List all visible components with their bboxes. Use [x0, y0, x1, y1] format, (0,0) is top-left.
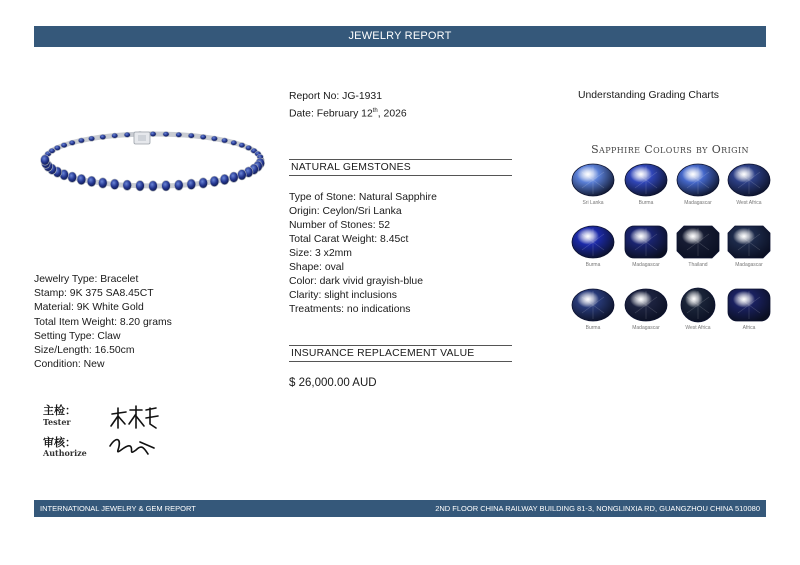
report-info: [289, 90, 407, 121]
sapphire-stone-icon: [675, 162, 721, 198]
sapphire-sample: [724, 287, 774, 331]
sapphire-origin-label: Madagascar: [632, 325, 660, 331]
sapphire-stone-icon: [570, 287, 616, 323]
jewelry-size: Size/Length: 16.50cm: [34, 345, 135, 357]
sapphire-origin-label: West Africa: [736, 200, 762, 206]
bracelet-gem: [163, 132, 169, 137]
bracelet-gem: [220, 174, 229, 184]
gem-line: Treatments: no indications: [289, 304, 411, 315]
sapphire-stone-icon: [570, 162, 616, 198]
gem-line: Color: dark vivid grayish-blue: [289, 276, 423, 287]
report-title: JEWELRY REPORT: [348, 30, 452, 42]
sapphire-stone-icon: [726, 287, 772, 323]
bracelet-gem: [162, 181, 171, 191]
bracelet-gem: [229, 172, 238, 182]
sapphire-sample: [568, 162, 618, 206]
sapphire-sample: [568, 224, 618, 268]
sapphire-origin-label: Burma: [585, 325, 601, 331]
sapphire-sample: [724, 162, 774, 206]
bracelet-gem: [54, 145, 60, 150]
jewelry-setting: Setting Type: Claw: [34, 330, 121, 342]
bracelet-gem: [123, 180, 132, 190]
report-date: Date: February 12th, 2026: [289, 108, 407, 120]
sapphire-stone-icon: [675, 287, 721, 323]
sapphire-sample: [673, 224, 723, 268]
bracelet-gem: [88, 136, 94, 141]
sapphire-origin-label: Burma: [585, 262, 601, 268]
gemstones-section-title: NATURAL GEMSTONES: [289, 159, 512, 176]
bracelet-gem: [100, 134, 106, 139]
tester-label-en: Tester: [43, 417, 71, 427]
bracelet-gem: [77, 174, 86, 184]
sapphire-stone-icon: [726, 224, 772, 260]
sapphire-sample: [621, 224, 671, 268]
gemstone-details: [289, 191, 437, 317]
gem-line: Total Carat Weight: 8.45ct: [289, 234, 409, 245]
sapphire-origin-label: Sri Lanka: [582, 200, 604, 206]
sapphire-origin-label: Madagascar: [684, 200, 712, 206]
insurance-value: $ 26,000.00 AUD: [289, 377, 377, 389]
bracelet-gem: [221, 138, 227, 143]
gem-line: Origin: Ceylon/Sri Lanka: [289, 206, 402, 217]
bracelet-gem: [174, 180, 183, 190]
bracelet-gem: [199, 178, 208, 188]
bracelet-gem: [188, 133, 194, 138]
sapphire-sample: [621, 162, 671, 206]
bracelet-gem: [98, 178, 107, 188]
bracelet-gem: [231, 140, 237, 145]
sapphire-origin-label: Thailand: [688, 262, 708, 268]
bracelet-gem: [211, 136, 217, 141]
sapphire-sample: [621, 287, 671, 331]
jewelry-details: [34, 273, 172, 372]
sapphire-stone-icon: [675, 224, 721, 260]
sapphire-sample: [568, 287, 618, 331]
bracelet-gem: [41, 155, 50, 165]
authorize-label-en: Authorize: [43, 448, 87, 458]
gem-line: Number of Stones: 52: [289, 220, 391, 231]
jewelry-material: Material: 9K White Gold: [34, 302, 144, 314]
jewelry-condition: Condition: New: [34, 359, 105, 371]
authorize-label-cn: 审核：: [43, 436, 76, 449]
gem-line: Clarity: slight inclusions: [289, 290, 397, 301]
bracelet-gem: [238, 170, 247, 180]
bracelet-image: [38, 124, 268, 196]
sapphire-origin-label: West Africa: [685, 325, 711, 331]
bracelet-gem: [176, 132, 182, 137]
gem-line: Shape: oval: [289, 262, 344, 273]
signature-block: [40, 400, 170, 460]
bracelet-gem: [69, 140, 75, 145]
bracelet-gem: [149, 181, 158, 191]
gem-line: Size: 3 x2mm: [289, 248, 352, 259]
sapphire-chart-title: Sapphire Colours by Origin: [591, 143, 749, 156]
bracelet-gem: [112, 133, 118, 138]
grading-charts-heading: Understanding Grading Charts: [578, 90, 719, 101]
bracelet-gem: [210, 176, 219, 186]
bracelet-gem: [136, 181, 145, 191]
jewelry-type: Jewelry Type: Bracelet: [34, 274, 139, 285]
bracelet-gem: [200, 134, 206, 139]
sapphire-stone-icon: [623, 162, 669, 198]
sapphire-stone-icon: [726, 162, 772, 198]
bracelet-gem: [187, 179, 196, 189]
sapphire-origin-label: Burma: [638, 200, 654, 206]
footer-bar: [34, 500, 766, 517]
handwritten-signatures: [106, 404, 162, 460]
sapphire-origin-label: Madagascar: [632, 262, 660, 268]
bracelet-gem: [110, 179, 119, 189]
sapphire-sample: [673, 162, 723, 206]
gem-line: Type of Stone: Natural Sapphire: [289, 192, 437, 203]
jewelry-weight: Total Item Weight: 8.20 grams: [34, 316, 172, 328]
report-header-bar: [34, 26, 766, 47]
sapphire-origin-label: Africa: [742, 325, 756, 331]
sapphire-stone-icon: [570, 224, 616, 260]
bracelet-gem: [87, 176, 96, 186]
footer-company: INTERNATIONAL JEWELRY & GEM REPORT: [40, 504, 196, 513]
bracelet-gem: [68, 172, 77, 182]
bracelet-gem: [239, 143, 245, 148]
bracelet-gem: [78, 138, 84, 143]
sapphire-stone-icon: [623, 224, 669, 260]
sapphire-sample: [673, 287, 723, 331]
bracelet-gem: [61, 143, 67, 148]
bracelet-gem: [124, 132, 130, 137]
insurance-section-title: INSURANCE REPLACEMENT VALUE: [289, 345, 512, 362]
sapphire-stone-icon: [623, 287, 669, 323]
report-number: Report No: JG-1931: [289, 91, 382, 102]
sapphire-sample: [724, 224, 774, 268]
bracelet-gem: [150, 131, 156, 136]
jewelry-stamp: Stamp: 9K 375 SA8.45CT: [34, 288, 154, 300]
footer-address: 2ND FLOOR CHINA RAILWAY BUILDING 81-3, NONGLINXIA RD, GUANGZHOU CHINA 510080: [435, 504, 760, 513]
tester-label-cn: 主检：: [43, 404, 76, 417]
sapphire-origin-label: Madagascar: [735, 262, 763, 268]
